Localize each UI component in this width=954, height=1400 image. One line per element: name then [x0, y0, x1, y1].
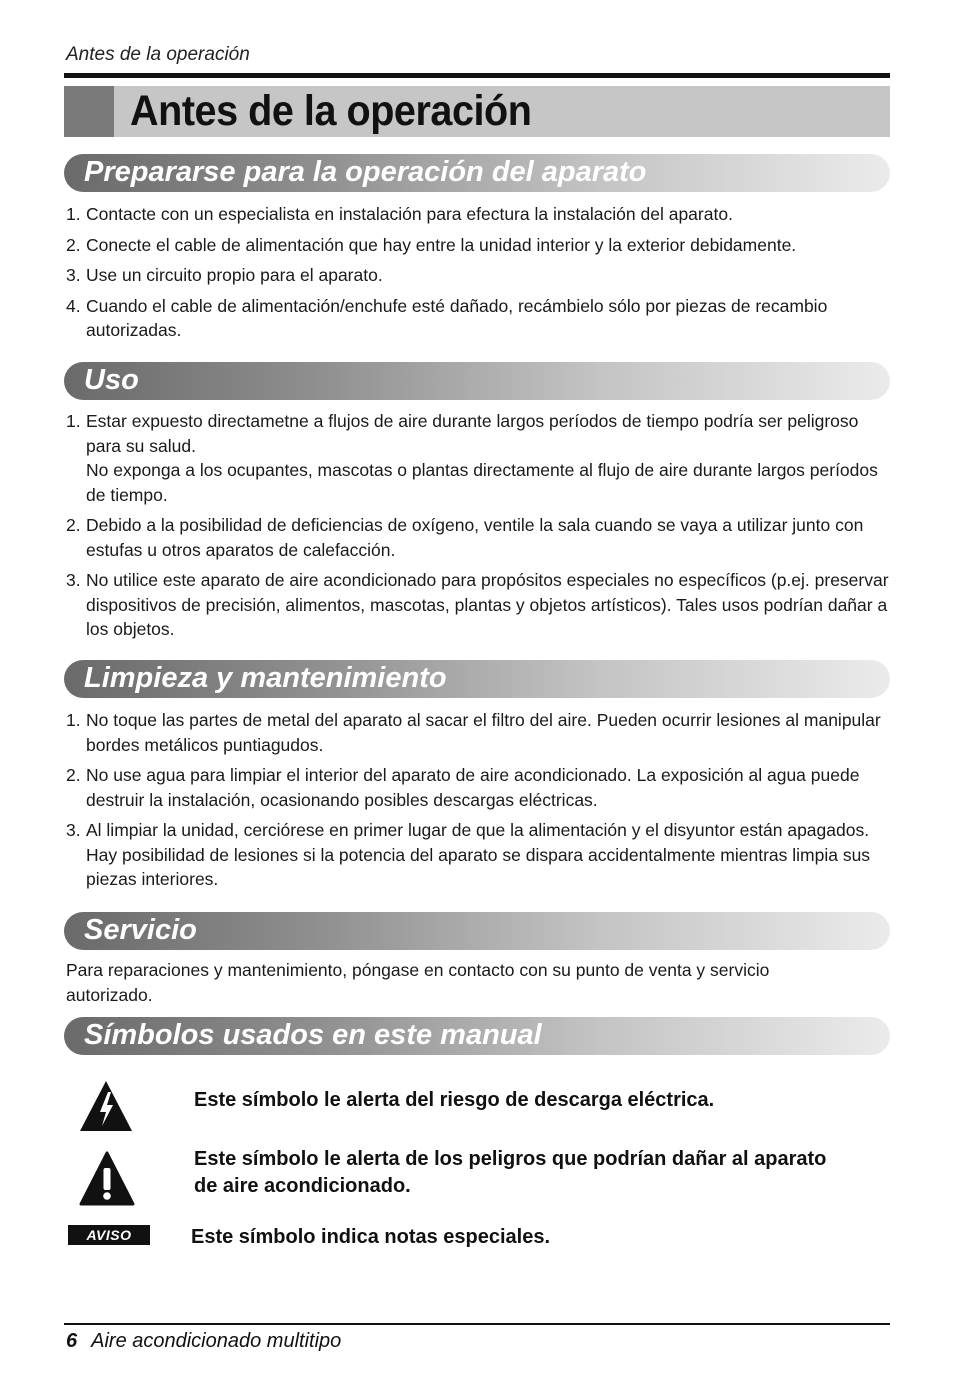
section-heading-text: Símbolos usados en este manual [84, 1019, 542, 1051]
electric-shock-warning-icon [78, 1078, 134, 1139]
list-item [66, 513, 890, 562]
list-item [66, 294, 890, 343]
list-item [66, 409, 890, 507]
item-text: Cuando el cable de alimentación/enchufe esté dañado, recámbielo sólo por piezas de recambio autorizadas. [86, 295, 828, 340]
footer [66, 1330, 341, 1353]
list-item [66, 568, 890, 642]
bottom-rule [64, 1323, 890, 1325]
servicio-paragraph: Para reparaciones y mantenimiento, póngase en contacto con su punto de venta y servicio autorizado. [66, 960, 770, 1005]
title-bar [64, 86, 890, 137]
item-text: No toque las partes de metal del aparato al sacar el filtro del aire. Pueden ocurrir lesiones al manipular bordes metálicos puntiagudos. [86, 710, 881, 755]
list-item [66, 763, 890, 812]
symbol-description: Este símbolo le alerta del riesgo de descarga eléctrica. [194, 1089, 715, 1111]
list-limpieza [66, 708, 890, 898]
page-title: Antes de la operación [130, 87, 532, 135]
list-item [66, 202, 890, 227]
item-text: No use agua para limpiar el interior del aparato de aire acondicionado. La exposición al agua puede destruir la instalación, ocasionando posibles descargas eléctricas. [86, 765, 860, 810]
aviso-badge: AVISO [68, 1225, 150, 1245]
item-text: Debido a la posibilidad de deficiencias de oxígeno, ventile la sala cuando se vaya a utilizar junto con estufas u otros aparatos de calefacción. [86, 515, 864, 560]
running-header: Antes de la operación [66, 44, 250, 65]
symbol-description: Este símbolo le alerta de los peligros que podrían dañar al aparato de aire acondicionado. [194, 1148, 827, 1197]
section-heading-simbolos [64, 1017, 890, 1055]
footer-text: Aire acondicionado multitipo [91, 1330, 342, 1352]
item-number: 2. [66, 515, 81, 535]
item-number: 2. [66, 765, 81, 785]
item-number: 3. [66, 265, 81, 285]
item-number: 1. [66, 204, 81, 224]
page-number: 6 [66, 1330, 78, 1352]
list-item [66, 708, 890, 757]
item-text: No utilice este aparato de aire acondicionado para propósitos especiales no específicos (p.ej. preservar dispositivos de precisión, alimentos, mascotas, plantas y objetos artísticos). Tales usos podrían dañar a los objetos. [86, 570, 889, 639]
item-number: 1. [66, 411, 81, 431]
item-extra-text: No exponga a los ocupantes, mascotas o plantas directamente al flujo de aire durante largos períodos de tiempo. [86, 460, 878, 505]
item-text: Use un circuito propio para el aparato. [86, 265, 383, 285]
item-number: 3. [66, 570, 81, 590]
list-item [66, 233, 890, 258]
item-text: Estar expuesto directametne a flujos de aire durante largos períodos de tiempo podría ser peligroso para su salud. [86, 411, 859, 456]
title-marker-block [64, 86, 114, 137]
symbol-description: Este símbolo indica notas especiales. [191, 1226, 551, 1248]
section-heading-text: Limpieza y mantenimiento [84, 662, 447, 694]
section-heading-text: Uso [84, 364, 139, 396]
item-text: Al limpiar la unidad, cerciórese en primer lugar de que la alimentación y el disyuntor están apagados. Hay posibilidad de lesiones si la potencia del aparato se dispara accidentalmente mientras limpia sus piezas interiores. [86, 820, 871, 889]
caution-warning-icon [78, 1150, 136, 1213]
item-number: 3. [66, 820, 81, 840]
item-text: Conecte el cable de alimentación que hay entre la unidad interior y la exterior debidamente. [86, 234, 797, 255]
section-heading-preparar [64, 154, 890, 192]
section-heading-uso [64, 362, 890, 400]
top-rule [64, 73, 890, 78]
list-uso [66, 409, 890, 648]
section-heading-text: Servicio [84, 914, 197, 946]
item-number: 4. [66, 295, 81, 316]
item-number: 1. [66, 710, 81, 730]
item-number: 2. [66, 234, 81, 255]
list-item [66, 818, 890, 892]
list-preparar [66, 202, 890, 349]
list-item [66, 263, 890, 288]
section-heading-servicio [64, 912, 890, 950]
section-heading-text: Prepararse para la operación del aparato [84, 156, 647, 188]
item-text: Contacte con un especialista en instalación para efectura la instalación del aparato. [86, 204, 733, 224]
section-heading-limpieza [64, 660, 890, 698]
